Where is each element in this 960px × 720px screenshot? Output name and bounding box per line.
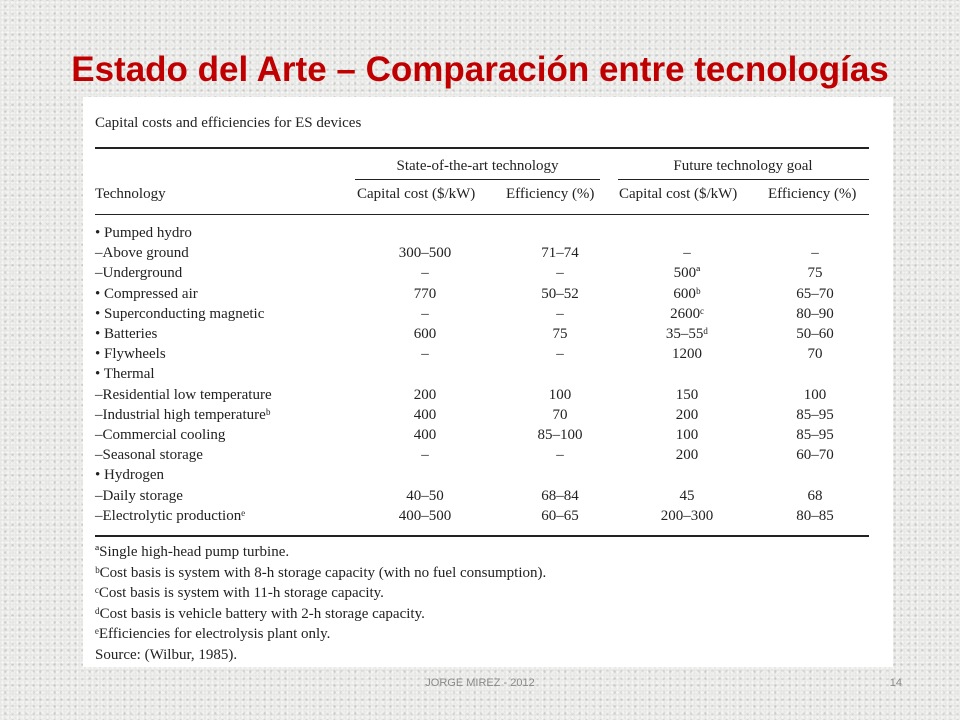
efficiency-future-cell: 50–60 — [796, 326, 834, 342]
table-row — [95, 326, 869, 346]
technology-cell: • Pumped hydro — [95, 225, 192, 241]
efficiency-current-cell: – — [556, 265, 564, 282]
efficiency-future-cell: 60–70 — [796, 447, 834, 464]
capital-cost-current-cell: 400 — [413, 406, 437, 423]
efficiency-future-cell: 85–95 — [796, 406, 834, 423]
footnote: ᵈCost basis is vehicle battery with 2-h storage capacity. — [95, 605, 425, 622]
table-caption: Capital costs and efficiencies for ES devices — [95, 115, 362, 131]
efficiency-current-cell: 60–65 — [541, 507, 579, 524]
capital-cost-current-cell: 600 — [413, 326, 437, 342]
slide-footer: JORGE MIREZ - 2012 — [425, 677, 535, 689]
page-number: 14 — [889, 677, 902, 689]
efficiency-current-cell: 75 — [552, 326, 568, 342]
capital-cost-current-cell: – — [421, 346, 429, 363]
col-header-efficiency-future: Efficiency (%) — [768, 186, 857, 202]
col-header-capital-cost-current: Capital cost ($/kW) — [357, 186, 476, 202]
group-header-future-goal: Future technology goal — [673, 158, 813, 174]
technology-cell: –Seasonal storage — [95, 447, 203, 464]
technology-cell: • Hydrogen — [95, 467, 164, 484]
efficiency-current-cell: 68–84 — [541, 487, 579, 504]
table-row — [95, 286, 869, 306]
footnote: ªSingle high-head pump turbine. — [95, 544, 290, 560]
table-row — [95, 306, 869, 326]
group-underline-future — [618, 179, 869, 180]
table-row — [95, 265, 869, 285]
table-row — [95, 366, 869, 386]
capital-cost-current-cell: – — [421, 265, 429, 282]
group-header-state-of-art: State-of-the-art technology — [396, 158, 559, 174]
table-row — [95, 447, 869, 467]
efficiency-current-cell: – — [556, 346, 564, 363]
capital-cost-future-cell: 2600ᶜ — [670, 305, 704, 322]
capital-cost-current-cell: 770 — [413, 285, 437, 302]
capital-cost-future-cell: 500ª — [673, 265, 701, 282]
technology-cell: –Industrial high temperatureᵇ — [95, 406, 271, 423]
table-row — [95, 508, 869, 528]
efficiency-current-cell: 70 — [552, 406, 568, 423]
efficiency-future-cell: 65–70 — [796, 285, 834, 302]
efficiency-current-cell: 50–52 — [541, 285, 579, 302]
capital-cost-future-cell: 100 — [675, 427, 699, 443]
capital-cost-current-cell: 400 — [413, 427, 437, 443]
capital-cost-future-cell: 600ᵇ — [673, 285, 701, 302]
efficiency-current-cell: 85–100 — [537, 427, 583, 443]
technology-cell: –Underground — [95, 265, 183, 282]
technology-cell: –Residential low temperature — [95, 386, 272, 403]
capital-cost-future-cell: 200 — [675, 447, 699, 464]
capital-cost-future-cell: 150 — [675, 386, 699, 403]
footnotes — [95, 542, 546, 665]
capital-cost-future-cell: – — [683, 245, 691, 262]
footnote: ᶜCost basis is system with 11-h storage capacity. — [95, 585, 384, 601]
efficiency-current-cell: 100 — [548, 386, 572, 403]
efficiency-future-cell: 100 — [803, 386, 827, 403]
bottom-rule — [95, 535, 869, 537]
technology-cell: • Thermal — [95, 366, 155, 383]
capital-cost-future-cell: 1200 — [672, 346, 702, 363]
table-row — [95, 387, 869, 407]
efficiency-current-cell: – — [556, 447, 564, 464]
capital-cost-current-cell: 400–500 — [398, 507, 452, 524]
footnote: ᵉEfficiencies for electrolysis plant only. — [95, 626, 331, 642]
table-row — [95, 407, 869, 427]
source-note: Source: (Wilbur, 1985). — [95, 646, 238, 663]
header-rule — [95, 214, 869, 215]
footnote: ᵇCost basis is system with 8-h storage capacity (with no fuel consumption). — [95, 564, 547, 581]
capital-cost-current-cell: – — [421, 447, 429, 464]
table-row — [95, 225, 869, 245]
table-figure — [83, 97, 893, 667]
table-row — [95, 427, 869, 447]
table-row — [95, 346, 869, 366]
technology-header: Technology — [95, 186, 166, 202]
capital-cost-future-cell: 200–300 — [660, 507, 714, 524]
technology-cell: • Flywheels — [95, 346, 166, 363]
efficiency-future-cell: – — [811, 245, 819, 262]
capital-cost-current-cell: 200 — [413, 386, 437, 403]
capital-cost-future-cell: 200 — [675, 406, 699, 423]
efficiency-future-cell: 80–85 — [796, 507, 834, 524]
capital-cost-future-cell: 45 — [679, 487, 695, 504]
efficiency-future-cell: 70 — [807, 346, 823, 363]
technology-cell: –Commercial cooling — [95, 427, 226, 443]
col-header-efficiency-current: Efficiency (%) — [506, 186, 595, 202]
technology-cell: • Superconducting magnetic — [95, 305, 265, 322]
technology-cell: • Batteries — [95, 326, 158, 342]
efficiency-current-cell: – — [556, 305, 564, 322]
table-row — [95, 467, 869, 487]
technology-cell: –Daily storage — [95, 487, 183, 504]
col-header-capital-cost-future: Capital cost ($/kW) — [619, 186, 738, 202]
table-row — [95, 245, 869, 265]
efficiency-future-cell: 75 — [807, 265, 823, 282]
capital-cost-current-cell: – — [421, 305, 429, 322]
efficiency-future-cell: 68 — [807, 487, 823, 504]
efficiency-future-cell: 80–90 — [796, 305, 834, 322]
group-underline-state — [355, 179, 600, 180]
technology-cell: –Above ground — [95, 245, 189, 262]
technology-cell: • Compressed air — [95, 285, 198, 302]
slide-title: Estado del Arte – Comparación entre tecnologías — [71, 50, 889, 89]
table-row — [95, 488, 869, 508]
capital-cost-future-cell: 35–55ᵈ — [665, 326, 709, 342]
technology-cell: –Electrolytic productionᵉ — [95, 507, 246, 524]
capital-cost-current-cell: 40–50 — [406, 487, 444, 504]
capital-cost-current-cell: 300–500 — [398, 245, 452, 262]
efficiency-future-cell: 85–95 — [796, 427, 834, 443]
top-rule — [95, 147, 869, 149]
efficiency-current-cell: 71–74 — [541, 245, 579, 262]
